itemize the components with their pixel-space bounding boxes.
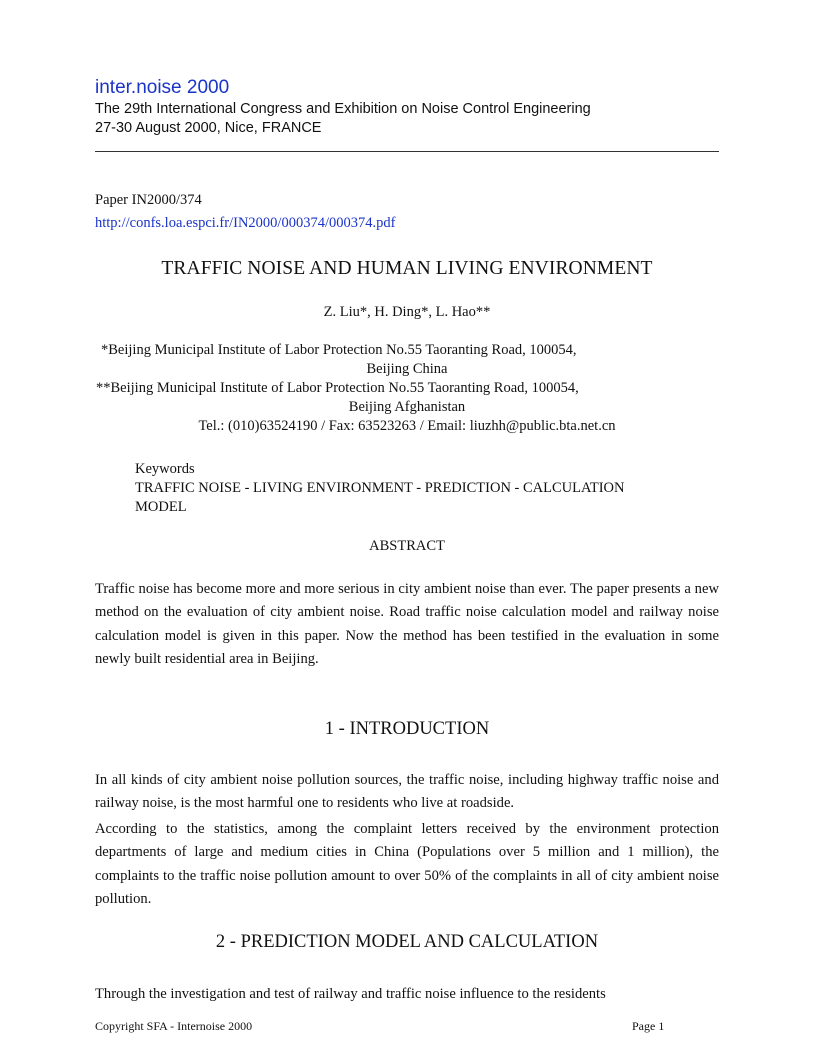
body-paragraph: Through the investigation and test of railway and traffic noise influence to the residents: [95, 986, 606, 1002]
affiliation-line: Beijing Afghanistan: [348, 399, 466, 415]
authors: Z. Liu*, H. Ding*, L. Hao**: [323, 304, 491, 320]
keywords-line: MODEL: [135, 499, 187, 515]
affiliation-line: *Beijing Municipal Institute of Labor Protection No.55 Taoranting Road, 100054,: [101, 342, 577, 358]
footer-copyright: Copyright SFA - Internoise 2000: [95, 1019, 253, 1033]
affiliation-line: **Beijing Municipal Institute of Labor Protection No.55 Taoranting Road, 100054,: [96, 380, 579, 396]
affiliation-line: Beijing China: [366, 361, 448, 377]
conference-subtitle: The 29th International Congress and Exhibition on Noise Control Engineering: [95, 101, 591, 117]
abstract-heading: ABSTRACT: [369, 538, 445, 554]
section-heading: 1 - INTRODUCTION: [324, 719, 490, 739]
keywords-heading: Keywords: [135, 461, 195, 477]
body-paragraph: According to the statistics, among the complaint letters received by the environment protection departments of large and medium cities in China (Populations over 5 million and 1 million), the complaints to the traffic noise pollution amount to over 50% of the complaints in all of city ambient noise pollution.: [95, 821, 719, 907]
footer-page-number: Page 1: [632, 1019, 665, 1033]
conference-dates: 27-30 August 2000, Nice, FRANCE: [95, 120, 322, 136]
contact-line: Tel.: (010)63524190 / Fax: 63523263 / Email: liuzhh@public.bta.net.cn: [198, 418, 616, 434]
paper-url-link[interactable]: http://confs.loa.espci.fr/IN2000/000374/000374.pdf: [95, 215, 396, 231]
conference-title: inter.noise 2000: [95, 77, 230, 98]
paper-title: TRAFFIC NOISE AND HUMAN LIVING ENVIRONMENT: [161, 258, 653, 279]
keywords-line: TRAFFIC NOISE - LIVING ENVIRONMENT - PREDICTION - CALCULATION: [135, 480, 625, 496]
header-divider: [95, 151, 719, 152]
abstract-text: Traffic noise has become more and more serious in city ambient noise than ever. The paper presents a new method on the evaluation of city ambient noise. Road traffic noise calculation model and railway noise calculation model is given in this paper. Now the method has been testified in the evaluation in some newly built residential area in Beijing.: [95, 581, 719, 667]
paper-id: Paper IN2000/374: [95, 192, 202, 208]
body-paragraph: In all kinds of city ambient noise pollution sources, the traffic noise, including highway traffic noise and railway noise, is the most harmful one to residents who live at roadside.: [95, 772, 719, 812]
section-heading: 2 - PREDICTION MODEL AND CALCULATION: [215, 932, 599, 952]
